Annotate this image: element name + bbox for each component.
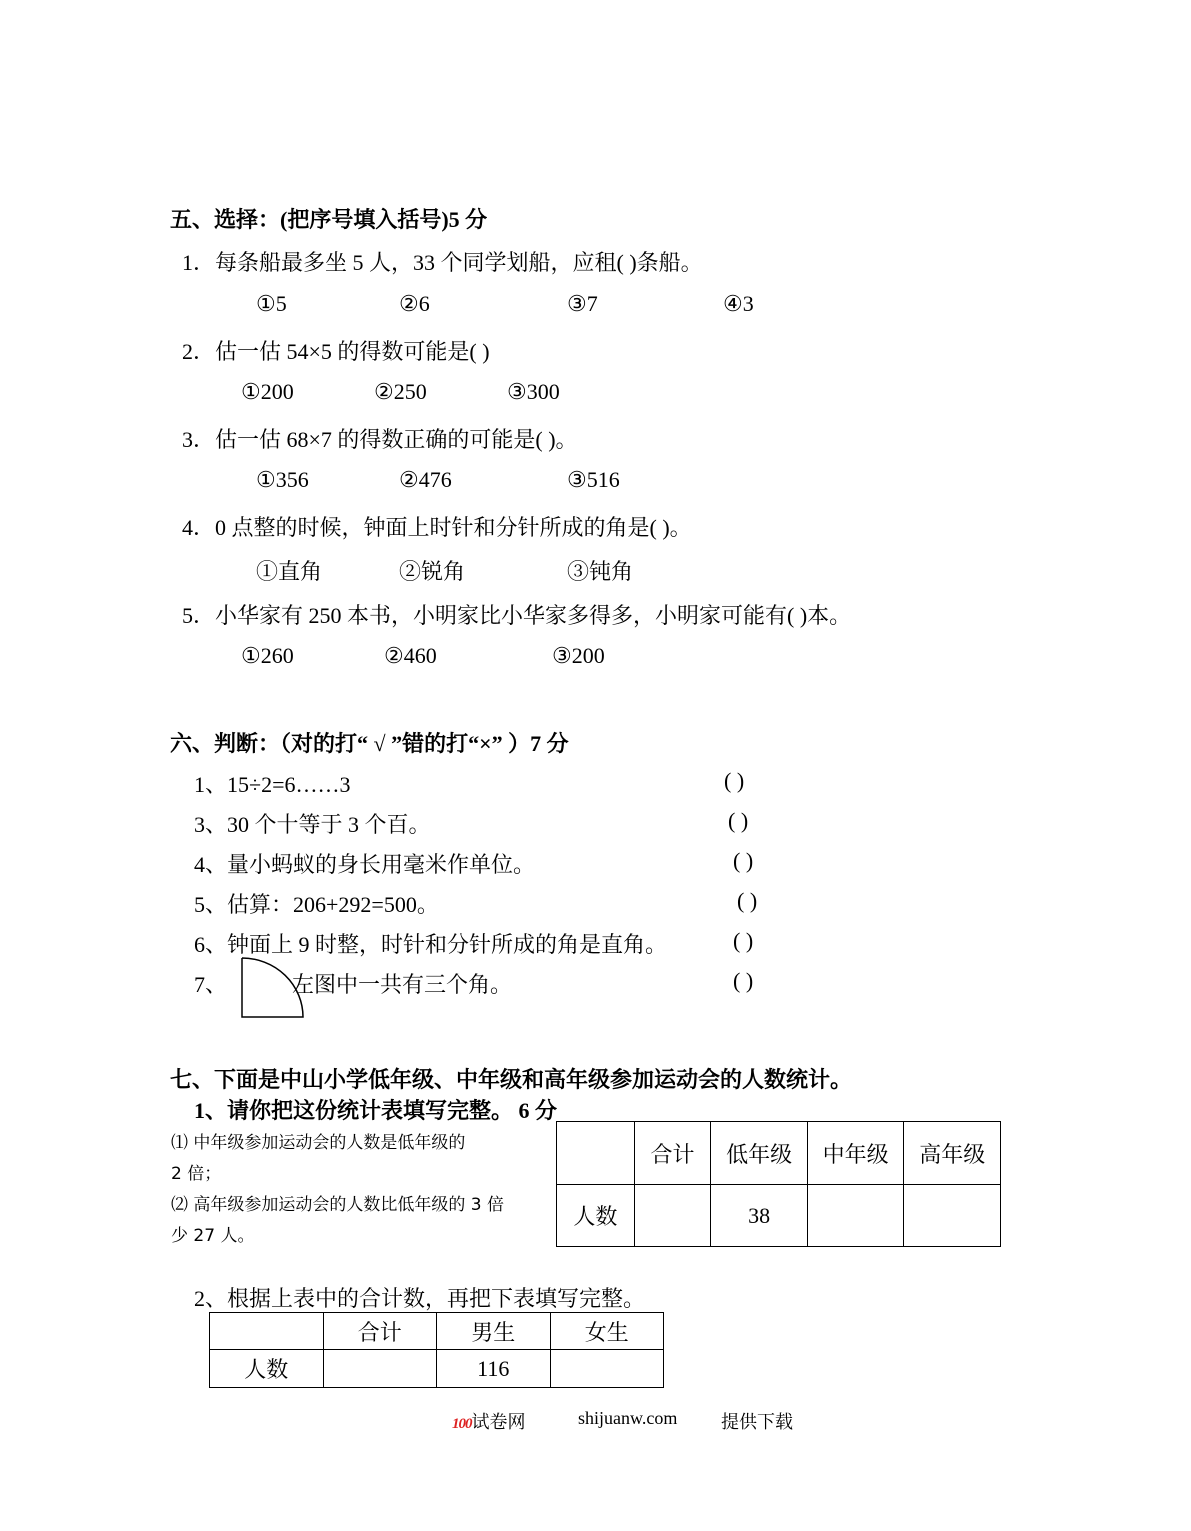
condition-2-line-2: 少 27 人。 bbox=[171, 1226, 255, 1246]
q5-option-2: ②460 bbox=[384, 643, 437, 668]
q1-option-1: ①5 bbox=[256, 291, 287, 316]
table-cell bbox=[210, 1313, 324, 1350]
q1-option-4: ④3 bbox=[723, 291, 754, 316]
table-cell: 人数 bbox=[210, 1350, 324, 1388]
q1-option-3: ③7 bbox=[567, 291, 598, 316]
table-cell-blank bbox=[550, 1350, 664, 1388]
table-header-row bbox=[210, 1313, 664, 1350]
table-cell: 高年级 bbox=[904, 1122, 1001, 1185]
stats-table-grades bbox=[556, 1121, 1001, 1247]
judge-item-1: 1、15÷2=6……3 bbox=[194, 772, 351, 797]
judge-answer-6: ( ) bbox=[733, 928, 754, 953]
question-5: 5．小华家有 250 本书，小明家比小华家多得多，小明家可能有( )本。 bbox=[182, 603, 852, 628]
judge-item-7-text: 左图中一共有三个角。 bbox=[292, 972, 513, 997]
table-cell: 男生 bbox=[437, 1313, 551, 1350]
table-row bbox=[210, 1350, 664, 1388]
judge-answer-4: ( ) bbox=[733, 848, 754, 873]
q4-option-1: ①直角 bbox=[256, 559, 323, 584]
q2-option-1: ①200 bbox=[241, 379, 294, 404]
table-cell-blank bbox=[904, 1185, 1001, 1247]
q1-option-2: ②6 bbox=[399, 291, 430, 316]
judge-answer-3: ( ) bbox=[728, 808, 749, 833]
section-7-title: 七、下面是中山小学低年级、中年级和高年级参加运动会的人数统计。 bbox=[170, 1067, 853, 1092]
q4-option-2: ②锐角 bbox=[399, 559, 466, 584]
judge-item-6: 6、钟面上 9 时整，时针和分针所成的角是直角。 bbox=[194, 932, 668, 957]
q2-option-3: ③300 bbox=[507, 379, 560, 404]
question-1: 1．每条船最多坐 5 人，33 个同学划船，应租( )条船。 bbox=[182, 250, 703, 275]
table-header-row bbox=[557, 1122, 1001, 1185]
q3-option-1: ①356 bbox=[256, 467, 309, 492]
table-cell: 合计 bbox=[323, 1313, 437, 1350]
table-cell-blank bbox=[634, 1185, 711, 1247]
footer-text: 提供下载 bbox=[721, 1412, 793, 1432]
section-7-subtitle-2: 2、根据上表中的合计数，再把下表填写完整。 bbox=[194, 1286, 646, 1311]
question-4: 4．0 点整的时候，钟面上时针和分针所成的角是( )。 bbox=[182, 515, 692, 540]
judge-item-4: 4、量小蚂蚁的身长用毫米作单位。 bbox=[194, 852, 536, 877]
footer-site-name: 试卷网 bbox=[471, 1412, 526, 1432]
footer-url: shijuanw.com bbox=[578, 1408, 678, 1428]
site-logo: 100 bbox=[452, 1416, 472, 1432]
stats-table-gender bbox=[209, 1312, 664, 1388]
table-cell: 38 bbox=[711, 1185, 808, 1247]
section-5-title: 五、选择：(把序号填入括号)5 分 bbox=[170, 207, 488, 232]
q2-option-2: ②250 bbox=[374, 379, 427, 404]
table-cell bbox=[557, 1122, 635, 1185]
section-6-title: 六、判断：（对的打“ √ ”错的打“×” ）7 分 bbox=[170, 731, 569, 756]
question-2: 2．估一估 54×5 的得数可能是( ) bbox=[182, 339, 490, 364]
condition-1-line-2: 2 倍； bbox=[171, 1164, 222, 1184]
table-cell-blank bbox=[807, 1185, 904, 1247]
judge-answer-1: ( ) bbox=[724, 768, 745, 793]
table-cell: 低年级 bbox=[711, 1122, 808, 1185]
q5-option-3: ③200 bbox=[552, 643, 605, 668]
table-cell: 中年级 bbox=[807, 1122, 904, 1185]
condition-2-line-1: ⑵ 高年级参加运动会的人数比低年级的 3 倍 bbox=[171, 1195, 505, 1215]
table-cell-blank bbox=[323, 1350, 437, 1388]
table-cell: 女生 bbox=[550, 1313, 664, 1350]
table-row bbox=[557, 1185, 1001, 1247]
judge-answer-7: ( ) bbox=[733, 968, 754, 993]
condition-1-line-1: ⑴ 中年级参加运动会的人数是低年级的 bbox=[171, 1133, 466, 1153]
q3-option-2: ②476 bbox=[399, 467, 452, 492]
table-cell: 合计 bbox=[634, 1122, 711, 1185]
table-cell: 人数 bbox=[557, 1185, 635, 1247]
judge-answer-5: ( ) bbox=[737, 888, 758, 913]
judge-item-3: 3、30 个十等于 3 个百。 bbox=[194, 812, 431, 837]
question-3: 3．估一估 68×7 的得数正确的可能是( )。 bbox=[182, 427, 578, 452]
q5-option-1: ①260 bbox=[241, 643, 294, 668]
section-7-subtitle-1: 1、请你把这份统计表填写完整。 6 分 bbox=[194, 1098, 558, 1123]
judge-item-7-number: 7、 bbox=[194, 972, 228, 997]
q3-option-3: ③516 bbox=[567, 467, 620, 492]
q4-option-3: ③钝角 bbox=[567, 559, 634, 584]
footer bbox=[452, 1408, 526, 1434]
table-cell: 116 bbox=[437, 1350, 551, 1388]
judge-item-5: 5、估算：206+292=500。 bbox=[194, 892, 439, 917]
